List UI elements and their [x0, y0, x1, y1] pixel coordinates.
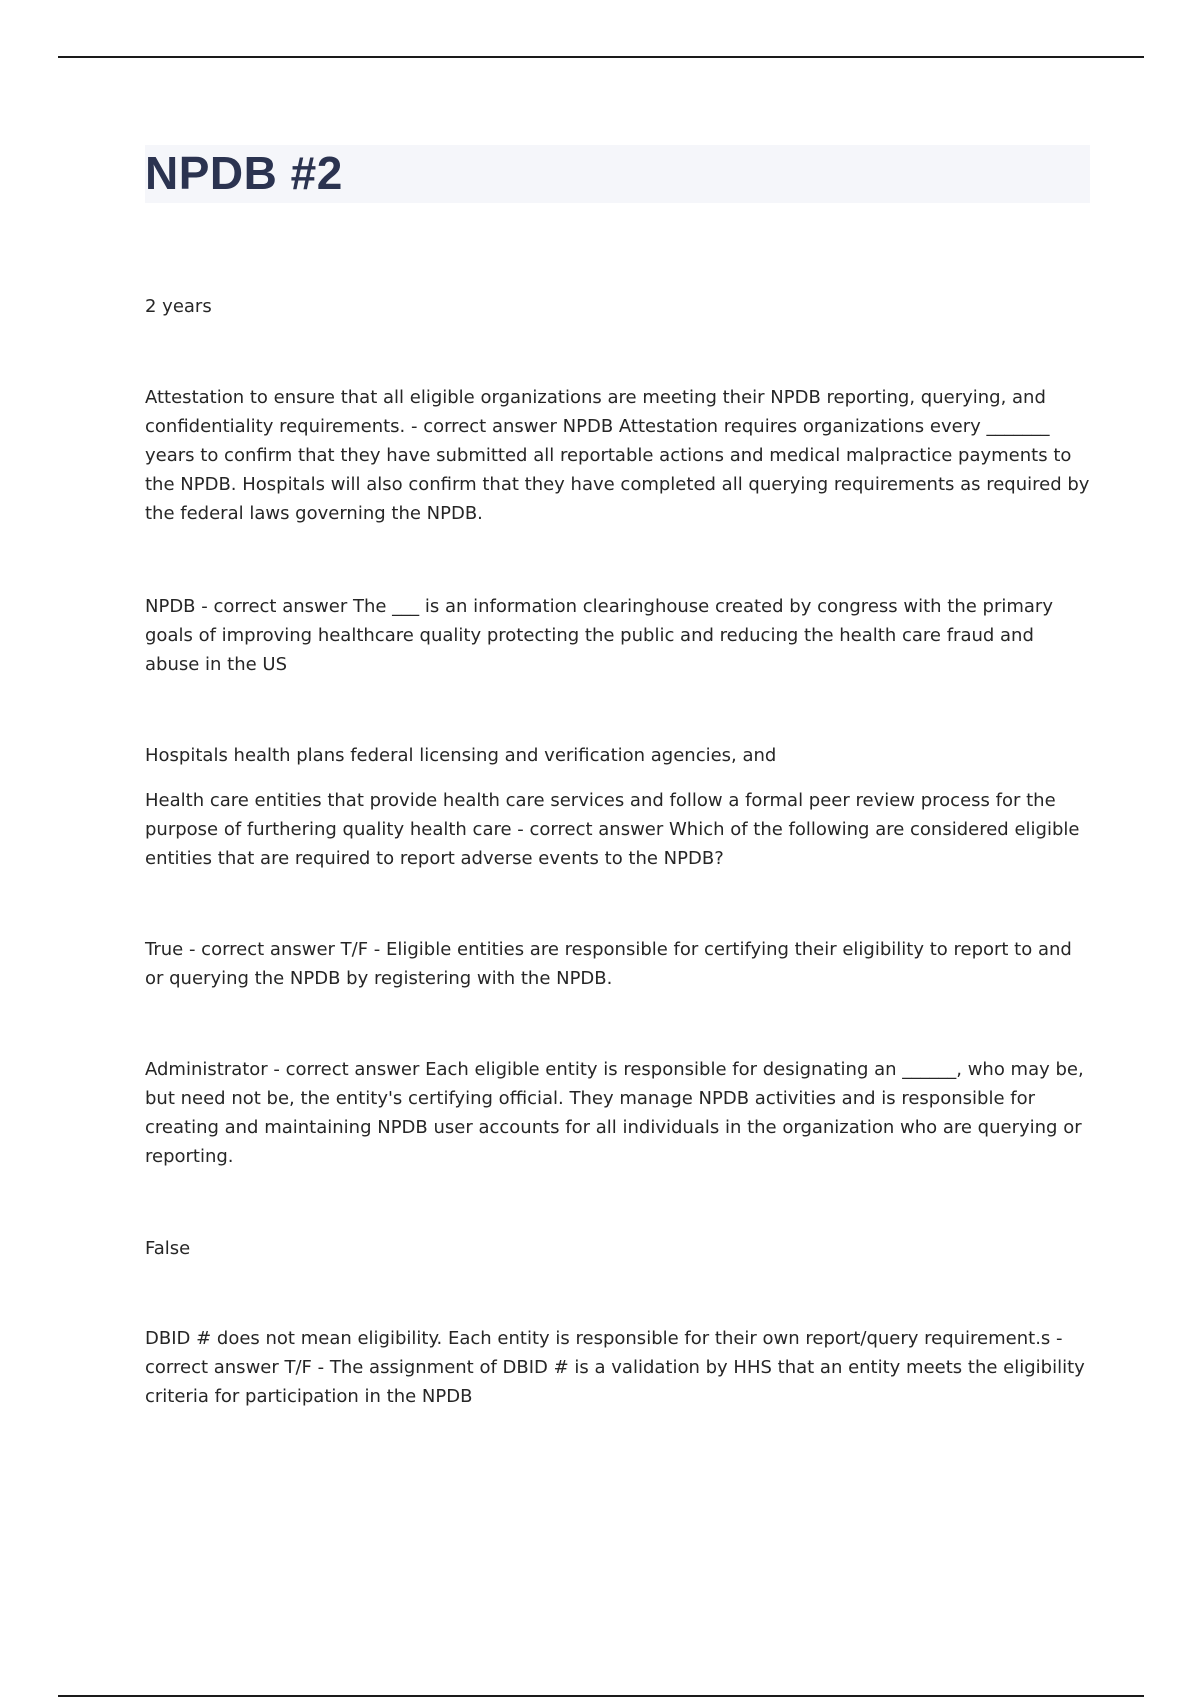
paragraph-answer-2-years: 2 years — [145, 296, 212, 317]
document-title: NPDB #2 — [145, 147, 343, 199]
paragraph-npdb-definition: NPDB - correct answer The ___ is an information clearinghouse created by congress with the primary goals of improving healthcare quality protecting the public and reducing the health care fraud and abuse in the US — [145, 596, 1053, 675]
paragraph-dbid: DBID # does not mean eligibility. Each entity is responsible for their own report/query requirement.s - correct answer T/F - The assignment of DBID # is a validation by HHS that an entity meets the eligibility criteria for participation in the NPDB — [145, 1328, 1085, 1407]
paragraph-attestation: Attestation to ensure that all eligible organizations are meeting their NPDB reporting, querying, and confidentiality requirements. - correct answer NPDB Attestation requires organizations every _______ years to confirm that they have submitted all reportable actions and medical malpractice payments to the NPDB. Hospitals will also confirm that they have completed all querying requirements as required by the federal laws governing the NPDB. — [145, 387, 1090, 524]
paragraph-eligible-entities: Health care entities that provide health care services and follow a formal peer review process for the purpose of furthering quality health care - correct answer Which of the following are considered eligible entities that are required to report adverse events to the NPDB? — [145, 790, 1080, 869]
bottom-rule — [58, 1695, 1144, 1697]
top-rule — [58, 56, 1144, 58]
paragraph-administrator: Administrator - correct answer Each eligible entity is responsible for designating an ______, who may be, but need not be, the entity's certifying official. They manage NPDB activities and is responsible for creating and maintaining NPDB user accounts for all individuals in the organization who are querying or reporting. — [145, 1059, 1084, 1167]
paragraph-true-certifying: True - correct answer T/F - Eligible entities are responsible for certifying their eligibility to report to and or querying the NPDB by registering with the NPDB. — [145, 939, 1072, 989]
paragraph-hospitals: Hospitals health plans federal licensing and verification agencies, and — [145, 745, 777, 766]
paragraph-false: False — [145, 1238, 191, 1259]
